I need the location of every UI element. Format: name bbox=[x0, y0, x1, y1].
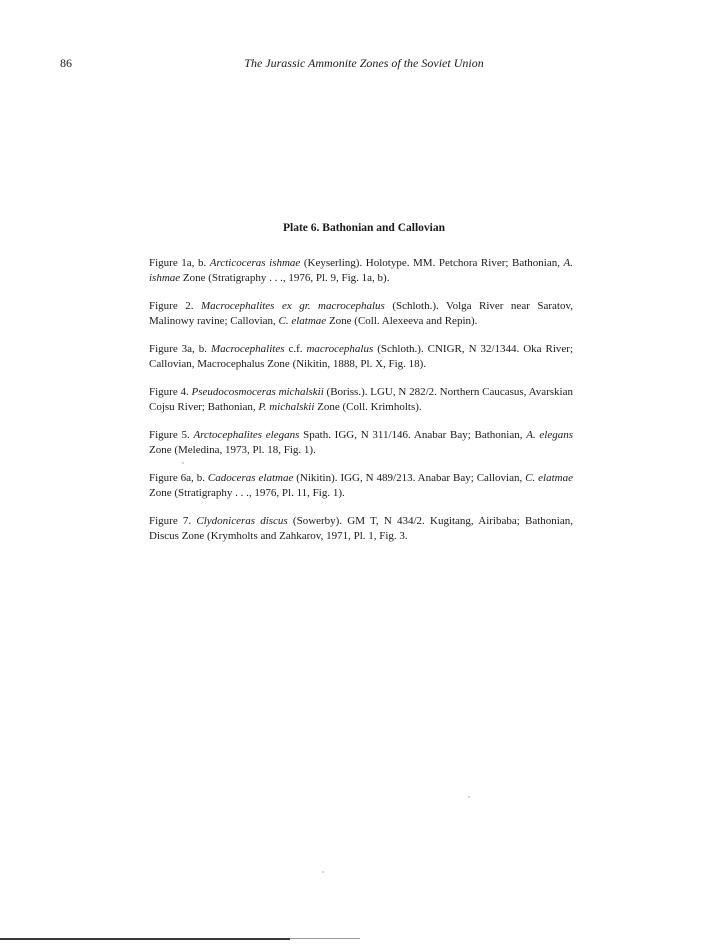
taxon-name: Cadoceras elatmae bbox=[207, 472, 294, 484]
scan-edge-rule-faint bbox=[290, 938, 360, 939]
taxon-name: A. elegans bbox=[526, 429, 574, 441]
taxon-name: A. ishmae bbox=[149, 257, 573, 284]
caption-text: Zone (Coll. Alexeeva and Repin). bbox=[326, 315, 478, 327]
taxon-name: Macrocephalites bbox=[210, 343, 285, 355]
taxon-name: Arcticoceras ishmae bbox=[209, 257, 301, 269]
caption-text: Figure 3a, b. bbox=[149, 343, 211, 355]
caption-text: Figure 6a, b. bbox=[149, 472, 208, 484]
taxon-name: Clydoniceras discus bbox=[196, 515, 288, 527]
scan-speck bbox=[468, 796, 470, 798]
caption-text: c.f. bbox=[284, 343, 307, 355]
figure-caption bbox=[149, 385, 573, 415]
figure-captions bbox=[149, 256, 573, 557]
caption-text: (Sowerby). GM T, N 434/2. Kugitang, Airibaba; Bathonian, Discus Zone (Krymholts and Zahkarov, 1971, Pl. 1, Fig. 3. bbox=[149, 515, 573, 542]
figure-caption bbox=[149, 514, 573, 544]
taxon-name: Macrocephalites ex gr. macrocephalus bbox=[200, 300, 385, 312]
figure-caption bbox=[149, 471, 573, 501]
caption-text: Spath. IGG, N 311/146. Anabar Bay; Bathonian, bbox=[299, 429, 527, 441]
taxon-name: C. elatmae bbox=[278, 315, 327, 327]
caption-text: Zone (Coll. Krimholts). bbox=[314, 401, 422, 413]
scan-speck bbox=[322, 871, 324, 873]
figure-caption bbox=[149, 256, 573, 286]
taxon-name: macrocephalus bbox=[306, 343, 374, 355]
scan-speck bbox=[182, 462, 184, 464]
caption-text: (Keyserling). Holotype. MM. Petchora River; Bathonian, bbox=[300, 257, 564, 269]
taxon-name: C. elatmae bbox=[525, 472, 573, 484]
figure-caption bbox=[149, 299, 573, 329]
caption-text: (Nikitin). IGG, N 489/213. Anabar Bay; Callovian, bbox=[293, 472, 526, 484]
figure-caption bbox=[149, 342, 573, 372]
caption-text: Figure 4. bbox=[149, 386, 192, 398]
plate-title: Plate 6. Bathonian and Callovian bbox=[283, 222, 445, 234]
figure-caption bbox=[149, 428, 573, 458]
caption-text: Zone (Meledina, 1973, Pl. 18, Fig. 1). bbox=[149, 444, 316, 456]
taxon-name: Pseudocosmoceras michalskii bbox=[191, 386, 324, 398]
scan-edge-rule bbox=[0, 938, 290, 940]
taxon-name: P. michalskii bbox=[258, 401, 315, 413]
caption-text: Zone (Stratigraphy . . ., 1976, Pl. 9, Fig. 1a, b). bbox=[180, 272, 390, 284]
taxon-name: Arctocephalites elegans bbox=[193, 429, 300, 441]
caption-text: Zone (Stratigraphy . . ., 1976, Pl. 11, Fig. 1). bbox=[149, 487, 345, 499]
caption-text: (Schloth.). Volga River near Saratov, Malinowy ravine; Callovian, bbox=[149, 300, 573, 327]
caption-text: (Schloth.). CNIGR, N 32/1344. Oka River; Callovian, Macrocephalus Zone (Nikitin, 1888, Pl. X, Fig. 18). bbox=[149, 343, 574, 370]
caption-text: (Boriss.). LGU, N 282/2. Northern Caucasus, Avarskian Cojsu River; Bathonian, bbox=[149, 386, 573, 413]
caption-text: Figure 5. bbox=[149, 429, 194, 441]
caption-text: Figure 1a, b. bbox=[149, 257, 210, 269]
running-title: The Jurassic Ammonite Zones of the Soviet Union bbox=[244, 56, 484, 70]
caption-text: Figure 7. bbox=[149, 515, 197, 527]
caption-text: Figure 2. bbox=[149, 300, 201, 312]
page-number: 86 bbox=[60, 56, 72, 70]
